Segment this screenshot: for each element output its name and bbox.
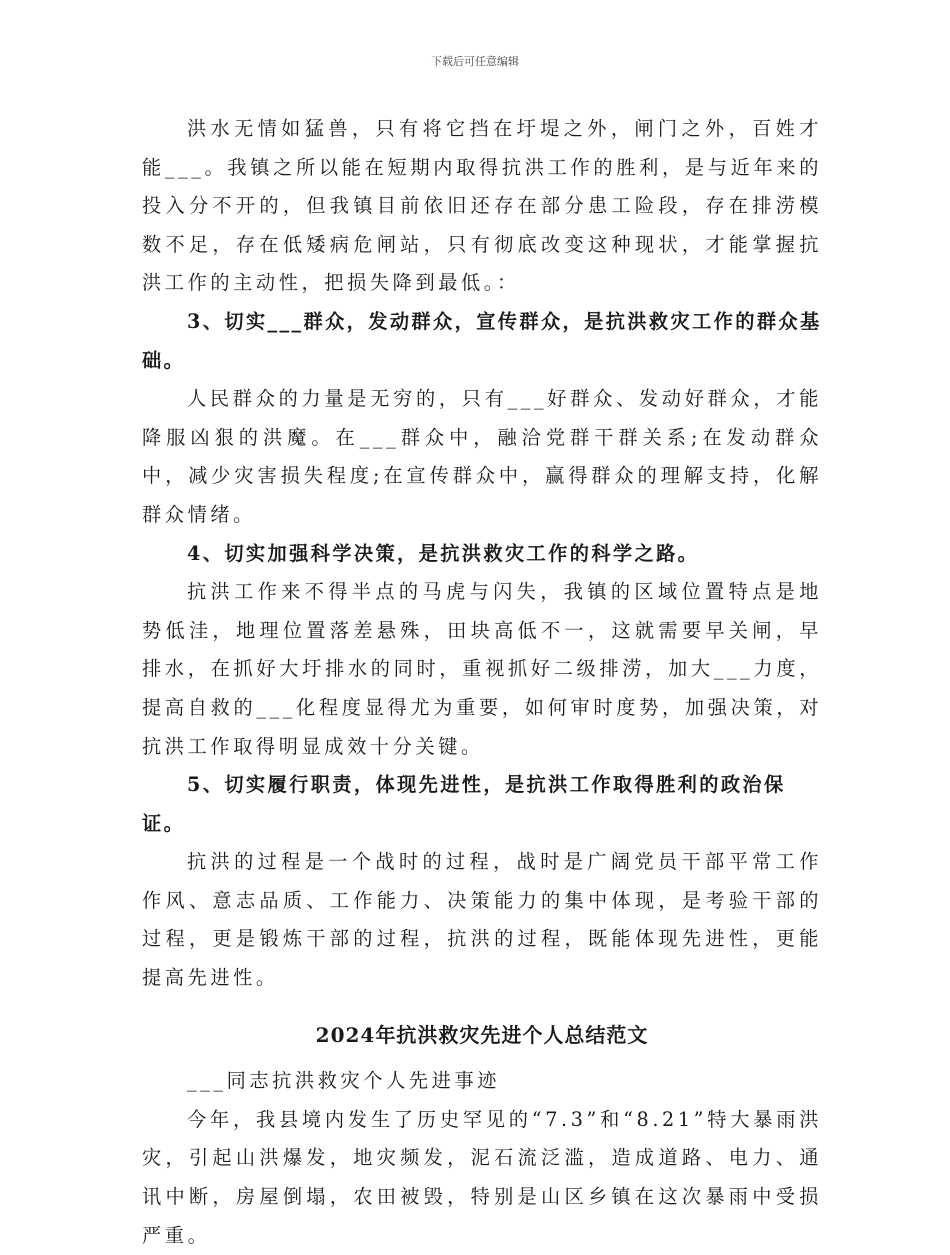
- heading-4: 4、切实加强科学决策，是抗洪救灾工作的科学之路。: [187, 541, 700, 565]
- subtitle: ___同志抗洪救灾个人先进事迹: [187, 1069, 501, 1093]
- document-body: [142, 110, 822, 1255]
- paragraph-duty: 抗洪的过程是一个战时的过程，战时是广阔党员干部平常工作作风、意志品质、工作能力、决策能力的集中体现，是考验干部的过程，更是锻炼干部的过程，抗洪的过程，既能体现先进性，更能提高先进性。: [142, 850, 822, 990]
- section-title: 2024年抗洪救灾先进个人总结范文: [315, 1022, 649, 1047]
- paragraph-flood: 洪水无情如猛兽，只有将它挡在圩堤之外，闸门之外，百姓才能___。我镇之所以能在短期内取得抗洪工作的胜利，是与近年来的投入分不开的，但我镇目前依旧还存在部分患工险段，存在排涝模数不足，存在低矮病危闸站，只有彻底改变这种现状，才能掌握抗洪工作的主动性，把损失降到最低。：: [142, 117, 822, 295]
- paragraph-disaster: 今年，我县境内发生了历史罕见的“7.3”和“8.21”特大暴雨洪灾，引起山洪爆发，地灾频发，泥石流泛滥，造成道路、电力、通讯中断，房屋倒塌，农田被毁，特别是山区乡镇在这次暴雨中受损严重。: [142, 1107, 822, 1247]
- heading-5: 5、切实履行职责，体现先进性，是抗洪工作取得胜利的政治保证。: [142, 773, 786, 835]
- paragraph-decision: 抗洪工作来不得半点的马虎与闪失，我镇的区域位置特点是地势低洼，地理位置落差悬殊，田块高低不一，这就需要早关闸，早排水，在抓好大圩排水的同时，重视抓好二级排涝，加大___力度，提高自救的___化程度显得尤为重要，如何审时度势，加强决策，对抗洪工作取得明显成效十分关键。: [142, 580, 822, 758]
- paragraph-masses: 人民群众的力量是无穷的，只有___好群众、发动好群众，才能降服凶狠的洪魔。在___群众中，融洽党群干群关系;在发动群众中，减少灾害损失程度;在宣传群众中，赢得群众的理解支持，化解群众情绪。: [142, 387, 822, 526]
- page-header: 下载后可任意编辑: [431, 55, 519, 68]
- heading-3: 3、切实___群众，发动群众，宣传群众，是抗洪救灾工作的群众基础。: [142, 309, 822, 372]
